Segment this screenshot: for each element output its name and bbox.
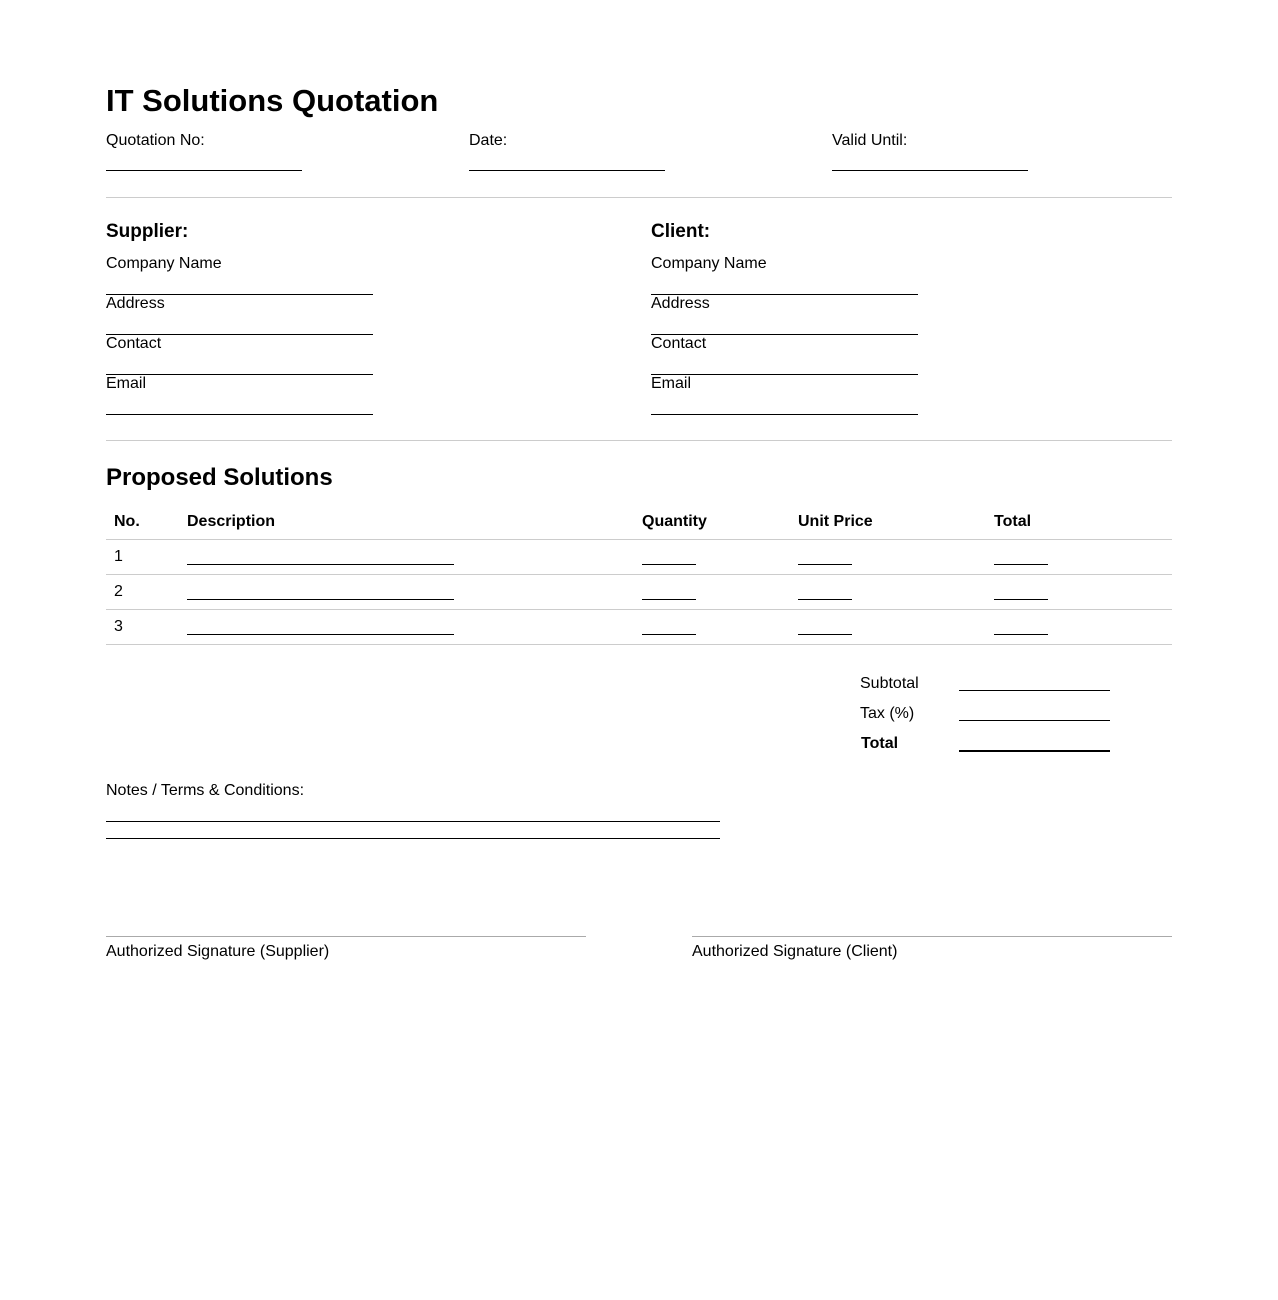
quotation-no-field bbox=[106, 131, 205, 151]
grand-total-label: Total bbox=[861, 735, 899, 752]
quantity-input-line[interactable] bbox=[642, 634, 696, 635]
line-total-input-line[interactable] bbox=[994, 599, 1048, 600]
supplier-contact-field bbox=[106, 334, 373, 354]
field-label: Address bbox=[651, 295, 710, 312]
supplier-address-field bbox=[106, 294, 373, 314]
subtotal-label: Subtotal bbox=[860, 675, 919, 692]
valid-until-field bbox=[832, 131, 907, 151]
supplier-email-input-line[interactable] bbox=[106, 414, 373, 415]
table-row bbox=[106, 540, 1172, 575]
notes-section bbox=[106, 781, 304, 801]
description-input-line[interactable] bbox=[187, 564, 454, 565]
valid-until-input-line[interactable] bbox=[832, 170, 1028, 171]
date-input-line[interactable] bbox=[469, 170, 665, 171]
supplier-signature-label: Authorized Signature (Supplier) bbox=[106, 943, 330, 960]
client-contact-field bbox=[651, 334, 918, 354]
client-heading: Client: bbox=[651, 221, 711, 242]
divider bbox=[106, 440, 1172, 441]
tax-input-line[interactable] bbox=[959, 720, 1110, 721]
client-signature bbox=[692, 936, 1172, 962]
quantity-input-line[interactable] bbox=[642, 599, 696, 600]
supplier-signature-line[interactable] bbox=[106, 936, 586, 937]
date-label: Date: bbox=[469, 132, 508, 149]
line-total-input-line[interactable] bbox=[994, 564, 1048, 565]
quotation-no-label: Quotation No: bbox=[106, 132, 205, 149]
grand-total-input-line[interactable] bbox=[959, 750, 1110, 752]
column-header-unit-price: Unit Price bbox=[790, 505, 986, 540]
date-field bbox=[469, 131, 507, 151]
table-header-row bbox=[106, 505, 1172, 540]
divider bbox=[106, 197, 1172, 198]
quantity-input-line[interactable] bbox=[642, 564, 696, 565]
subtotal-row bbox=[860, 672, 1120, 702]
description-input-line[interactable] bbox=[187, 634, 454, 635]
table-row bbox=[106, 610, 1172, 645]
field-label: Contact bbox=[651, 335, 707, 352]
field-label: Company Name bbox=[651, 255, 767, 272]
supplier-company-field bbox=[106, 254, 373, 274]
supplier-section bbox=[106, 220, 374, 392]
unit-price-input-line[interactable] bbox=[798, 599, 852, 600]
supplier-email-field bbox=[106, 374, 373, 394]
tax-label: Tax (%) bbox=[860, 705, 915, 722]
field-label: Address bbox=[106, 295, 165, 312]
unit-price-input-line[interactable] bbox=[798, 634, 852, 635]
row-number: 1 bbox=[106, 540, 179, 575]
supplier-heading: Supplier: bbox=[106, 221, 189, 242]
subtotal-input-line[interactable] bbox=[959, 690, 1110, 691]
solutions-table bbox=[106, 505, 1172, 645]
field-label: Contact bbox=[106, 335, 162, 352]
table-row bbox=[106, 575, 1172, 610]
client-signature-line[interactable] bbox=[692, 936, 1172, 937]
client-section bbox=[651, 220, 919, 392]
notes-input-line[interactable] bbox=[106, 838, 720, 839]
client-email-field bbox=[651, 374, 918, 394]
column-header-quantity: Quantity bbox=[634, 505, 790, 540]
field-label: Email bbox=[651, 375, 692, 392]
valid-until-label: Valid Until: bbox=[832, 132, 908, 149]
client-signature-label: Authorized Signature (Client) bbox=[692, 943, 898, 960]
supplier-signature bbox=[106, 936, 586, 962]
row-number: 3 bbox=[106, 610, 179, 645]
description-input-line[interactable] bbox=[187, 599, 454, 600]
notes-input-line[interactable] bbox=[106, 821, 720, 822]
notes-label: Notes / Terms & Conditions: bbox=[106, 782, 305, 799]
line-total-input-line[interactable] bbox=[994, 634, 1048, 635]
field-label: Email bbox=[106, 375, 147, 392]
client-email-input-line[interactable] bbox=[651, 414, 918, 415]
client-address-field bbox=[651, 294, 918, 314]
grand-total-row bbox=[860, 732, 1120, 762]
quotation-no-input-line[interactable] bbox=[106, 170, 302, 171]
tax-row bbox=[860, 702, 1120, 732]
column-header-description: Description bbox=[179, 505, 634, 540]
totals-section bbox=[860, 672, 1120, 762]
column-header-no: No. bbox=[106, 505, 179, 540]
solutions-heading: Proposed Solutions bbox=[106, 464, 333, 491]
field-label: Company Name bbox=[106, 255, 222, 272]
document-title: IT Solutions Quotation bbox=[106, 83, 439, 118]
column-header-total: Total bbox=[986, 505, 1172, 540]
client-company-field bbox=[651, 254, 918, 274]
row-number: 2 bbox=[106, 575, 179, 610]
unit-price-input-line[interactable] bbox=[798, 564, 852, 565]
